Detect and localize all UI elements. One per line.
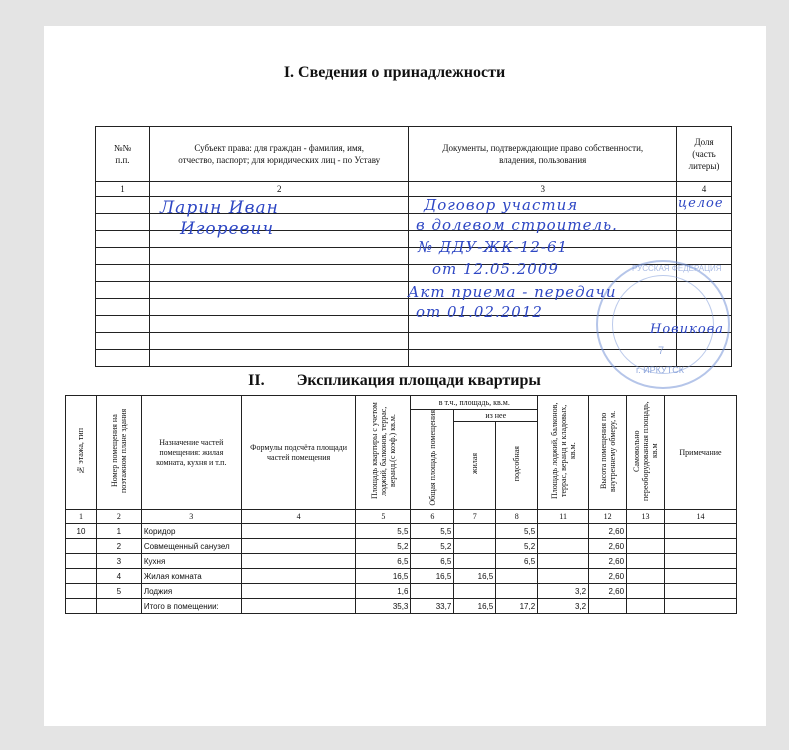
official-stamp: РУССКАЯ ФЕДЕРАЦИЯ 7 г. ИРКУТСК <box>596 260 730 389</box>
handwritten-owner-patronymic: Игоревич <box>180 219 275 239</box>
handwritten-doc-line1: Договор участия <box>424 196 579 214</box>
header-purpose: Назначение частей помещения: жилая комната, кухня и т.п. <box>141 396 241 510</box>
section1-title: I. Сведения о принадлежности <box>283 64 506 81</box>
table-row: 10 1 Коридор 5,5 5,5 5,5 2,60 <box>66 524 737 539</box>
handwritten-signature: Новикова <box>650 322 725 337</box>
col-number: 4 <box>677 182 732 197</box>
section2-title: II. Экспликация площади квартиры <box>248 372 541 389</box>
total-row: Итого в помещении: 35,3 33,7 16,5 17,2 3,2 <box>66 599 737 614</box>
header-share: Доля (часть литеры) <box>677 127 732 182</box>
col-number: 1 <box>96 182 150 197</box>
area-explication-table <box>65 395 737 614</box>
handwritten-owner-name: Ларин Иван <box>160 198 279 218</box>
header-incl-group: в т.ч., площадь, кв.м. <box>411 396 538 410</box>
handwritten-doc-line5: Акт приема - передачи <box>408 283 617 301</box>
table-row: 3 Кухня 6,5 6,5 6,5 2,60 <box>66 554 737 569</box>
header-floor: № этажа, тип <box>66 396 97 510</box>
header-general: Общая площадь помещения <box>411 410 454 510</box>
header-number: №№ п.п. <box>96 127 150 182</box>
col-number: 3 <box>141 510 241 524</box>
col-number: 4 <box>241 510 356 524</box>
header-loggia: Площадь лоджий, балконов, террас, веранд и кладовых, кв.м. <box>538 396 589 510</box>
header-note: Примечание <box>665 396 737 510</box>
col-number: 5 <box>356 510 411 524</box>
table-row: 5 Лоджия 1,6 3,2 2,60 <box>66 584 737 599</box>
header-formulas: Формулы подсчёта площади частей помещения <box>241 396 356 510</box>
handwritten-share: целое <box>678 196 724 211</box>
col-number: 13 <box>627 510 665 524</box>
handwritten-doc-line6: от 01.02.2012 <box>416 303 543 321</box>
header-height: Высота помещения по внутреннему обмеру, м. <box>589 396 627 510</box>
table-row: 2 Совмещенный санузел 5,2 5,2 5,2 2,60 <box>66 539 737 554</box>
table-row: 4 Жилая комната 16,5 16,5 16,5 2,60 <box>66 569 737 584</box>
col-number: 2 <box>149 182 409 197</box>
header-documents: Документы, подтверждающие право собственности, владения, пользования <box>409 127 677 182</box>
col-number: 6 <box>411 510 454 524</box>
col-number: 8 <box>496 510 538 524</box>
header-living: жилая <box>454 422 496 510</box>
header-of-them: из нее <box>454 410 538 422</box>
header-aux: подсобная <box>496 422 538 510</box>
col-number: 12 <box>589 510 627 524</box>
col-number: 7 <box>454 510 496 524</box>
header-unauthorized: Самовольно переоборудованная площадь, кв.м <box>627 396 665 510</box>
handwritten-doc-line2: в долевом строитель. <box>416 216 618 234</box>
handwritten-doc-line3: № ДДУ-ЖК-12-61 <box>418 238 569 256</box>
header-area-total: Площадь квартиры с учетом лоджий, балконов, террас, веранд.(с коэф.) кв.м. <box>356 396 411 510</box>
header-subject: Субъект права: для граждан - фамилия, имя, отчество, паспорт; для юридических лиц - по Уставу <box>149 127 409 182</box>
col-number: 11 <box>538 510 589 524</box>
col-number: 1 <box>66 510 97 524</box>
header-room-no: Номер помещения на поэтажном плане здания <box>96 396 141 510</box>
col-number: 3 <box>409 182 677 197</box>
col-number: 14 <box>665 510 737 524</box>
col-number: 2 <box>96 510 141 524</box>
handwritten-doc-line4: от 12.05.2009 <box>432 260 559 278</box>
